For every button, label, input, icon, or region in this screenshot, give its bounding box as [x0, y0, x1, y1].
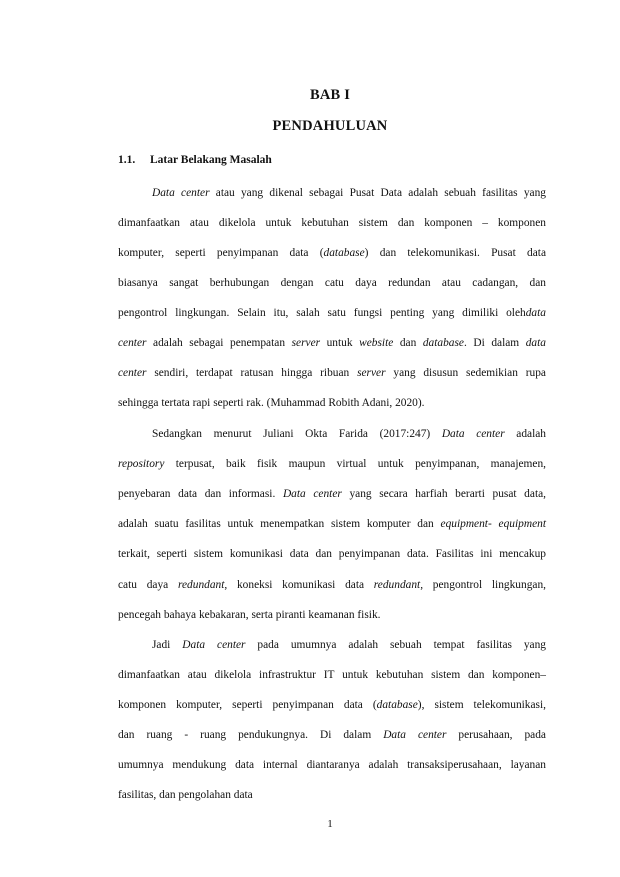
text-span: catu daya: [118, 579, 178, 591]
text-span: pada umumnya adalah sebuah tempat fasilitas yang: [245, 639, 547, 651]
text-span: terkait, seperti sistem komunikasi data dan penyimpanan data. Fasilitas ini mencakup: [118, 548, 546, 560]
text-line: [118, 306, 546, 320]
text-line: [118, 457, 546, 471]
italic-term: server: [291, 337, 321, 349]
text-line: [118, 517, 546, 531]
text-line: [152, 638, 546, 652]
text-span: komponen komputer, seperti penyimpanan data (: [118, 699, 377, 711]
italic-term: repository: [118, 458, 165, 470]
text-span: fasilitas, dan pengolahan data: [118, 789, 253, 801]
text-span: adalah sebagai penempatan: [146, 337, 292, 349]
section-title: Latar Belakang Masalah: [150, 154, 272, 166]
text-span: adalah suatu fasilitas untuk menempatkan sistem komputer dan: [118, 518, 441, 530]
text-span: pencegah bahaya kebakaran, serta piranti keamanan fisik.: [118, 609, 381, 621]
text-line: [118, 487, 546, 501]
text-span: perusahaan, pada: [446, 729, 546, 741]
text-span: sendiri, terdapat ratusan hingga ribuan: [146, 367, 358, 379]
text-span: komputer, seperti penyimpanan data (: [118, 247, 324, 259]
italic-term: database: [323, 247, 365, 259]
text-span: dimanfaatkan atau dikelola untuk kebutuhan sistem dan komponen – komponen: [118, 217, 546, 229]
text-span: penyebaran data dan informasi.: [118, 488, 283, 500]
text-line: [118, 336, 546, 350]
text-line: [118, 728, 546, 742]
text-line: [118, 578, 546, 592]
text-span: dan: [393, 337, 423, 349]
text-line: [152, 427, 546, 441]
italic-term: center: [118, 367, 147, 379]
text-line: [118, 608, 546, 622]
italic-term: Data center: [383, 729, 447, 741]
section-number: 1.1.: [118, 154, 136, 166]
text-line: [118, 788, 546, 802]
text-span: atau yang dikenal sebagai Pusat Data adalah sebuah fasilitas yang: [209, 187, 546, 199]
text-span: yang disusun sedemikian rupa: [385, 367, 546, 379]
text-span: untuk: [320, 337, 360, 349]
chapter-title: PENDAHULUAN: [272, 118, 388, 134]
italic-term: server: [357, 367, 386, 379]
text-span: ) dan telekomunikasi. Pusat data: [364, 247, 546, 259]
italic-term: database: [422, 337, 464, 349]
text-line: [118, 758, 546, 772]
italic-term: Data center: [282, 488, 342, 500]
text-span: , pengontrol lingkungan,: [420, 579, 546, 591]
text-span: sehingga tertata rapi seperti rak. (Muhammad Robith Adani, 2020).: [118, 397, 425, 409]
text-span: dan ruang - ruang pendukungnya. Di dalam: [118, 729, 384, 741]
italic-term: redundant: [177, 579, 225, 591]
text-line: [118, 668, 546, 682]
text-span: Sedangkan menurut Juliani Okta Farida (2017:247): [152, 428, 442, 440]
italic-term: website: [359, 337, 394, 349]
text-line: [118, 547, 546, 561]
text-line: [118, 396, 546, 410]
italic-term: Data center: [182, 639, 246, 651]
text-line: [118, 276, 546, 290]
italic-term: redundant: [373, 579, 421, 591]
text-span: adalah: [504, 428, 546, 440]
italic-term: equipment- equipment: [440, 518, 546, 530]
text-span: umumnya mendukung data internal diantaranya adalah transaksiperusahaan, layanan: [118, 759, 546, 771]
text-span: Jadi: [152, 639, 183, 651]
text-span: pengontrol lingkungan. Selain itu, salah satu fungsi penting yang dimiliki oleh: [118, 307, 526, 319]
italic-term: data: [525, 337, 546, 349]
italic-term: Data center: [152, 187, 210, 199]
chapter-label: BAB I: [309, 87, 351, 103]
text-span: . Di dalam: [464, 337, 526, 349]
text-span: ), sistem telekomunikasi,: [417, 699, 546, 711]
text-line: [152, 186, 546, 200]
italic-term: center: [118, 337, 147, 349]
text-line: [118, 246, 546, 260]
italic-term: data: [525, 307, 546, 319]
text-line: [118, 216, 546, 230]
text-span: terpusat, baik fisik maupun virtual untuk penyimpanan, manajemen,: [164, 458, 546, 470]
text-span: , koneksi komunikasi data: [224, 579, 374, 591]
italic-term: database: [376, 699, 418, 711]
italic-term: Data center: [441, 428, 505, 440]
text-line: [118, 366, 546, 380]
text-span: dimanfaatkan atau dikelola infrastruktur IT untuk kebutuhan sistem dan komponen–: [118, 669, 546, 681]
page-number: 1: [327, 818, 333, 830]
text-line: [118, 698, 546, 712]
text-span: yang secara harfiah berarti pusat data,: [341, 488, 547, 500]
text-span: biasanya sangat berhubungan dengan catu daya redundan atau cadangan, dan: [118, 277, 546, 289]
section-heading: [118, 154, 272, 166]
